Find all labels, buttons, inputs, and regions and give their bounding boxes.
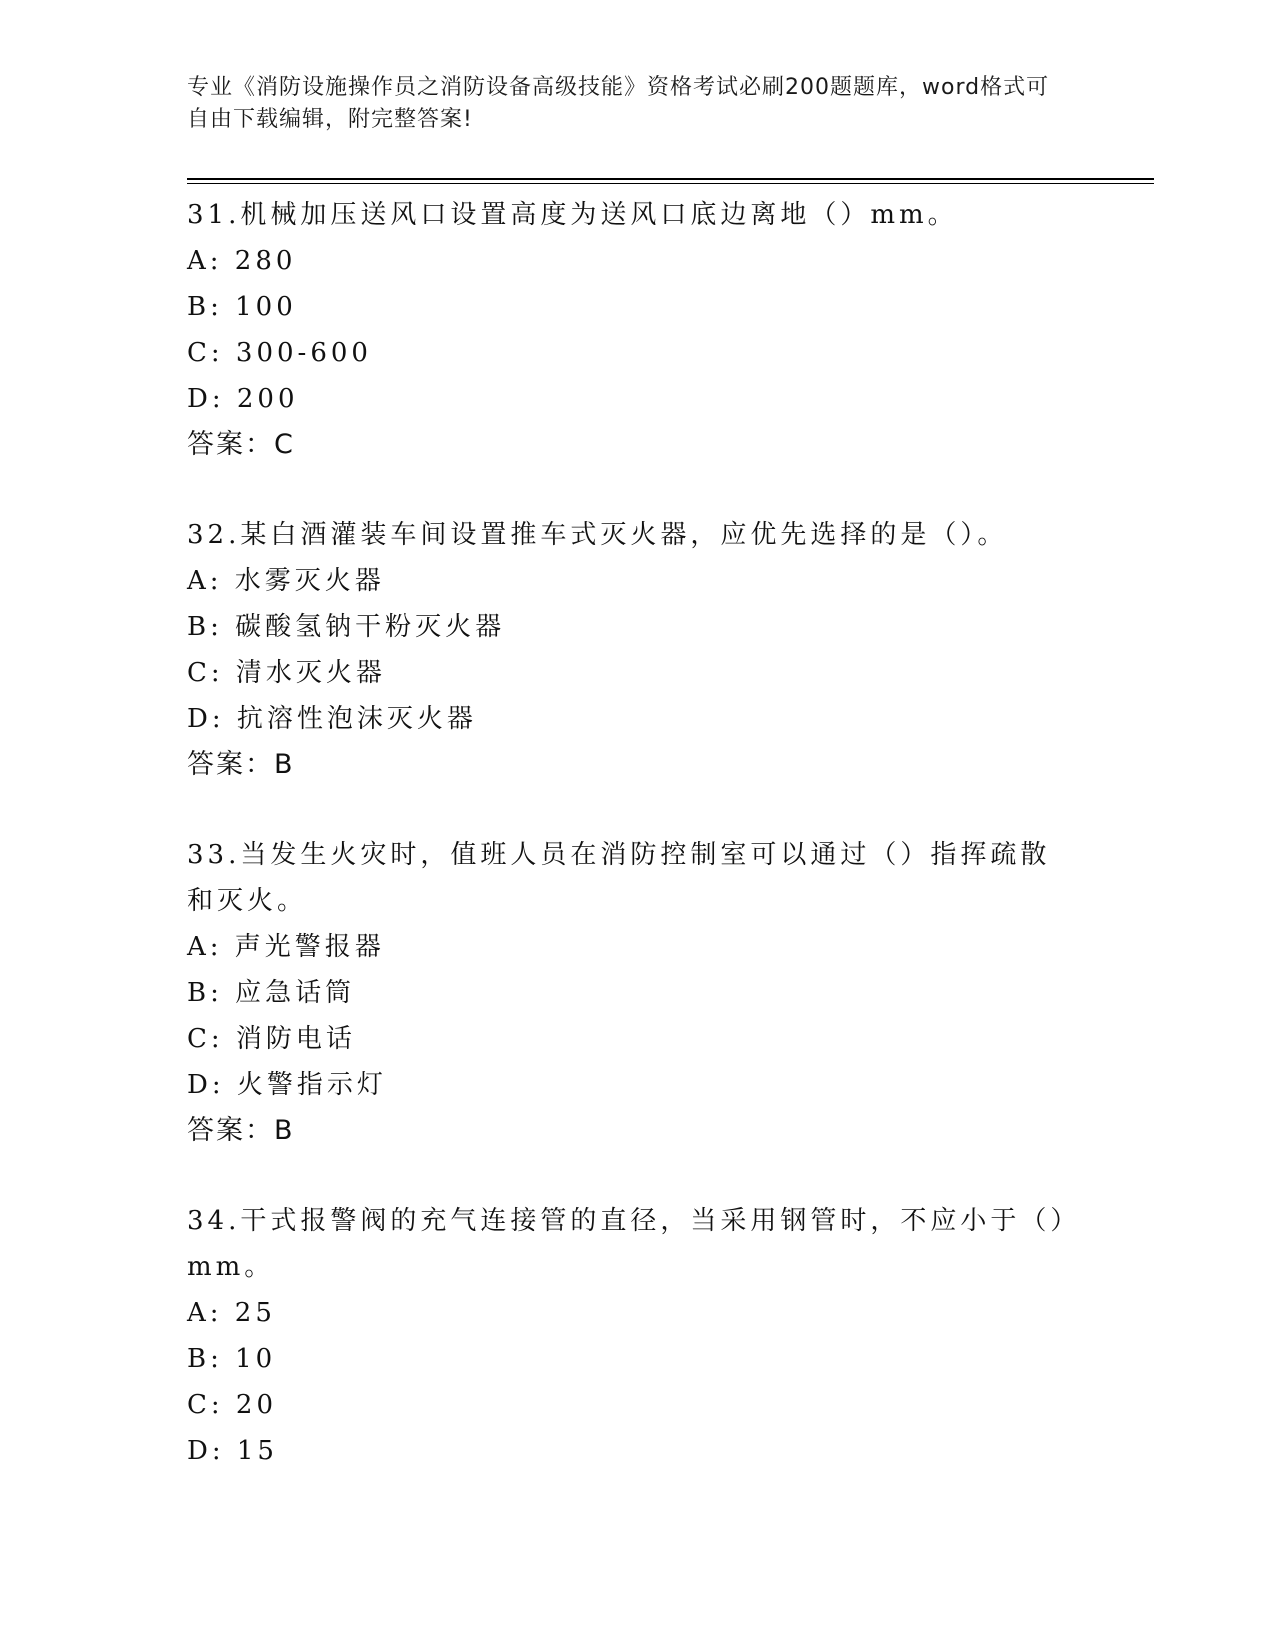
- option-b: B: 10: [187, 1344, 277, 1374]
- option-d: D: 火警指示灯: [187, 1070, 387, 1100]
- question-list: [187, 192, 1087, 1474]
- question-gap: [187, 1154, 1087, 1198]
- header-divider-thin: [187, 183, 1154, 184]
- option-a: A: 25: [187, 1298, 276, 1328]
- question-stem: 31.机械加压送风口设置高度为送风口底边离地（）mm。: [187, 200, 958, 230]
- option-d: D: 抗溶性泡沫灭火器: [187, 704, 477, 734]
- option-b: B: 应急话筒: [187, 978, 356, 1008]
- question-stem: 32.某白酒灌装车间设置推车式灭火器，应优先选择的是（）。: [187, 520, 1008, 550]
- option-d: D: 200: [187, 384, 299, 414]
- option-c: C: 消防电话: [187, 1024, 356, 1054]
- option-a: A: 280: [187, 246, 297, 276]
- answer: 答案：C: [187, 429, 295, 460]
- answer: 答案：B: [187, 749, 295, 780]
- document-header: 专业《消防设施操作员之消防设备高级技能》资格考试必刷200题题库，word格式可自由下载编辑，附完整答案!: [187, 75, 1050, 132]
- question-34: [187, 1198, 1087, 1474]
- question-stem: 33.当发生火灾时，值班人员在消防控制室可以通过（）指挥疏散和灭火。: [187, 840, 1051, 916]
- question-31: [187, 192, 1087, 468]
- option-c: C: 300-600: [187, 338, 372, 368]
- answer: 答案：B: [187, 1115, 295, 1146]
- option-a: A: 声光警报器: [187, 932, 385, 962]
- question-gap: [187, 468, 1087, 512]
- question-33: [187, 832, 1087, 1154]
- header-divider-thick: [187, 178, 1154, 180]
- question-stem: 34.干式报警阀的充气连接管的直径，当采用钢管时，不应小于（）mm。: [187, 1206, 1068, 1282]
- option-c: C: 20: [187, 1390, 278, 1420]
- option-b: B: 100: [187, 292, 297, 322]
- option-a: A: 水雾灭火器: [187, 566, 385, 596]
- option-d: D: 15: [187, 1436, 278, 1466]
- question-gap: [187, 788, 1087, 832]
- question-32: [187, 512, 1087, 788]
- option-b: B: 碳酸氢钠干粉灭火器: [187, 612, 506, 642]
- option-c: C: 清水灭火器: [187, 658, 386, 688]
